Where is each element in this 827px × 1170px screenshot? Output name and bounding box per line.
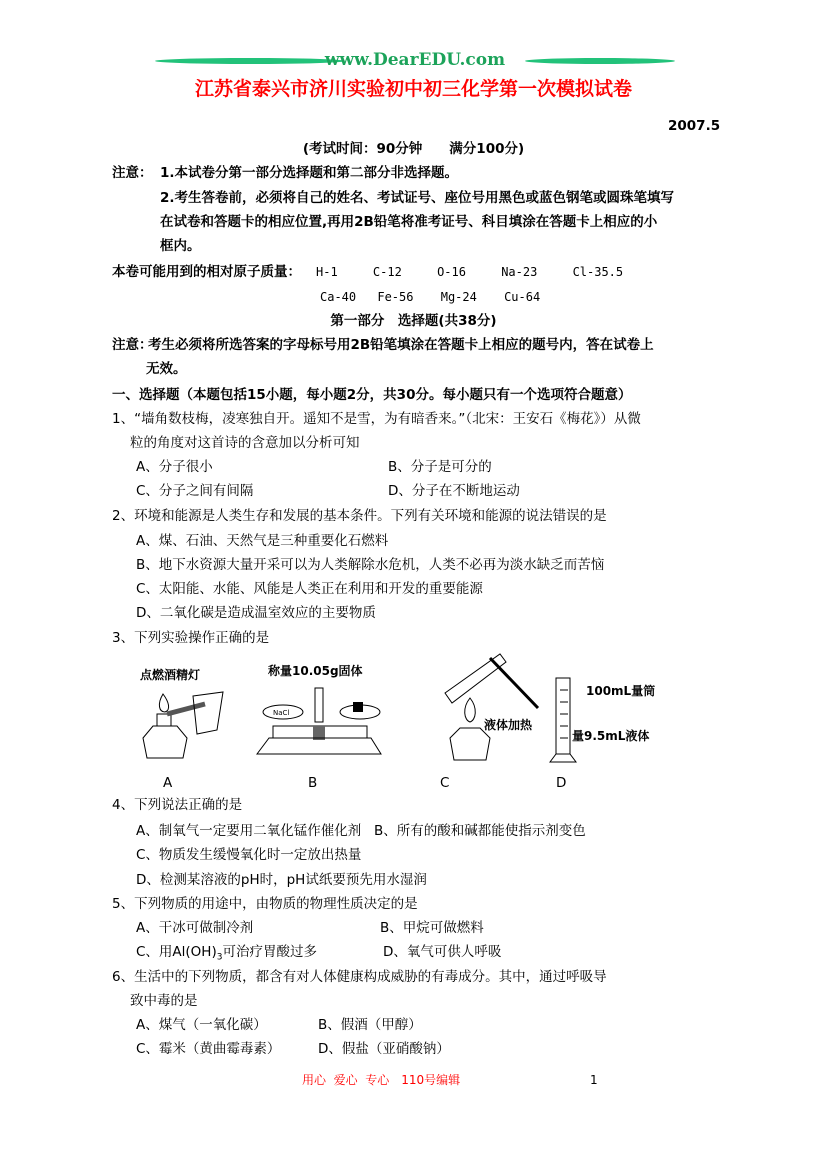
q2-option-d: D、二氧化碳是造成温室效应的主要物质 <box>136 605 376 621</box>
q2-option-a: A、煤、石油、天然气是三种重要化石燃料 <box>136 533 389 549</box>
atomic-row-2 <box>320 288 540 306</box>
page-number: 1 <box>590 1073 598 1087</box>
q1-option-d: D、分子在不断地运动 <box>388 483 520 499</box>
atomic-label: 本卷可能用到的相对原子质量： <box>112 264 301 280</box>
q5-c-sub: 3 <box>216 952 223 963</box>
atomic-item: Na-23 <box>501 265 538 279</box>
part1-heading: 第一部分 选择题(共38分) <box>330 313 497 329</box>
date: 2007.5 <box>668 118 721 134</box>
atomic-item: Ca-40 <box>320 290 357 304</box>
page-title: 江苏省泰兴市济川实验初中初三化学第一次模拟试卷 <box>194 78 632 100</box>
note-2a: 2.考生答卷前，必须将自己的姓名、考试证号、座位号用黑色或蓝色钢笔或圆珠笔填写 <box>160 190 675 206</box>
q5-c-pre: C、用Al(OH) <box>136 944 217 960</box>
brand-text: www.DearEDU.com <box>324 50 506 70</box>
q3-stem: 3、下列实验操作正确的是 <box>112 630 270 646</box>
atomic-item: Mg-24 <box>440 290 477 304</box>
atomic-item: C-12 <box>372 265 402 279</box>
alcohol-lamp-figure-a <box>135 690 230 762</box>
atomic-item: Fe-56 <box>377 290 414 304</box>
brand-header <box>155 50 675 74</box>
pan-label: NaCl <box>273 709 290 717</box>
q2-stem: 2、环境和能源是人类生存和发展的基本条件。下列有关环境和能源的说法错误的是 <box>112 508 607 524</box>
heating-figure-c <box>420 648 545 763</box>
q1-option-a: A、分子很小 <box>136 459 213 475</box>
q6-stem-cont: 致中毒的是 <box>130 993 198 1009</box>
q6-option-c: C、霉米（黄曲霉毒素） <box>136 1041 281 1057</box>
notes-label: 注意： <box>112 165 153 181</box>
note2-label: 注意： <box>112 337 153 353</box>
q5-option-c <box>136 943 317 967</box>
fig-c-caption: 液体加热 <box>484 718 533 732</box>
q2-option-c: C、太阳能、水能、风能是人类正在利用和开发的重要能源 <box>136 581 483 597</box>
q4-stem: 4、下列说法正确的是 <box>112 797 243 813</box>
fig-d-label: D <box>556 775 567 791</box>
atomic-row-1 <box>316 263 623 281</box>
fig-d-caption-2: 量9.5mL液体 <box>572 729 650 743</box>
note-2b: 在试卷和答题卡的相应位置,再用2B铅笔将准考证号、科目填涂在答题卡上相应的小 <box>160 214 658 230</box>
q5-option-d: D、氧气可供人呼吸 <box>383 944 502 960</box>
q5-option-b: B、甲烷可做燃料 <box>380 920 484 936</box>
q4-option-c: C、物质发生缓慢氧化时一定放出热量 <box>136 847 362 863</box>
q4-option-a: A、制氧气一定要用二氧化锰作催化剂 <box>136 823 362 839</box>
q1-stem: 1、“墙角数枝梅，凌寒独自开。遥知不是雪，为有暗香来。”（北宋：王安石《梅花》）从微 <box>112 411 641 427</box>
q1-stem-cont: 粒的角度对这首诗的含意加以分析可知 <box>130 435 360 451</box>
fig-b-caption: 称量10.05g固体 <box>268 664 363 678</box>
atomic-item: O-16 <box>437 265 466 279</box>
fig-d-caption-1: 100mL量筒 <box>586 684 656 698</box>
atomic-item: Cu-64 <box>504 290 541 304</box>
exam-info: (考试时间：90分钟 满分100分) <box>302 141 525 157</box>
q1-option-b: B、分子是可分的 <box>388 459 492 475</box>
balance-figure-b <box>253 682 383 762</box>
note-1: 1.本试卷分第一部分选择题和第二部分非选择题。 <box>160 165 459 181</box>
atomic-item: Cl-35.5 <box>572 265 624 279</box>
fig-a-caption: 点燃酒精灯 <box>140 668 201 682</box>
note-2c: 框内。 <box>160 238 201 254</box>
footer-motto: 用心 爱心 专心 110号编辑 <box>302 1073 461 1087</box>
q6-stem: 6、生活中的下列物质，都含有对人体健康构成威胁的有毒成分。其中，通过呼吸导 <box>112 969 607 985</box>
q4-option-b: B、所有的酸和碱都能使指示剂变色 <box>374 823 586 839</box>
note2-b: 无效。 <box>146 361 187 377</box>
q4-option-d: D、检测某溶液的pH时，pH试纸要预先用水湿润 <box>136 872 427 888</box>
graduated-cylinder-figure-d <box>548 676 578 764</box>
fig-a-label: A <box>163 775 173 791</box>
atomic-item: H-1 <box>316 265 338 279</box>
note2-a: 考生必须将所选答案的字母标号用2B铅笔填涂在答题卡上相应的题号内，答在试卷上 <box>148 337 654 353</box>
q1-option-c: C、分子之间有间隔 <box>136 483 254 499</box>
q5-option-a: A、干冰可做制冷剂 <box>136 920 254 936</box>
q5-c-post: 可治疗胃酸过多 <box>222 944 317 960</box>
q6-option-b: B、假酒（甲醇） <box>318 1017 422 1033</box>
section1-heading: 一、选择题（本题包括15小题，每小题2分，共30分。每小题只有一个选项符合题意） <box>112 387 632 403</box>
q6-option-a: A、煤气（一氧化碳） <box>136 1017 267 1033</box>
fig-c-label: C <box>440 775 450 791</box>
fig-b-label: B <box>308 775 318 791</box>
q6-option-d: D、假盐（亚硝酸钠） <box>318 1041 450 1057</box>
q5-stem: 5、下列物质的用途中，由物质的物理性质决定的是 <box>112 896 418 912</box>
q2-option-b: B、地下水资源大量开采可以为人类解除水危机，人类不必再为淡水缺乏而苦恼 <box>136 557 605 573</box>
